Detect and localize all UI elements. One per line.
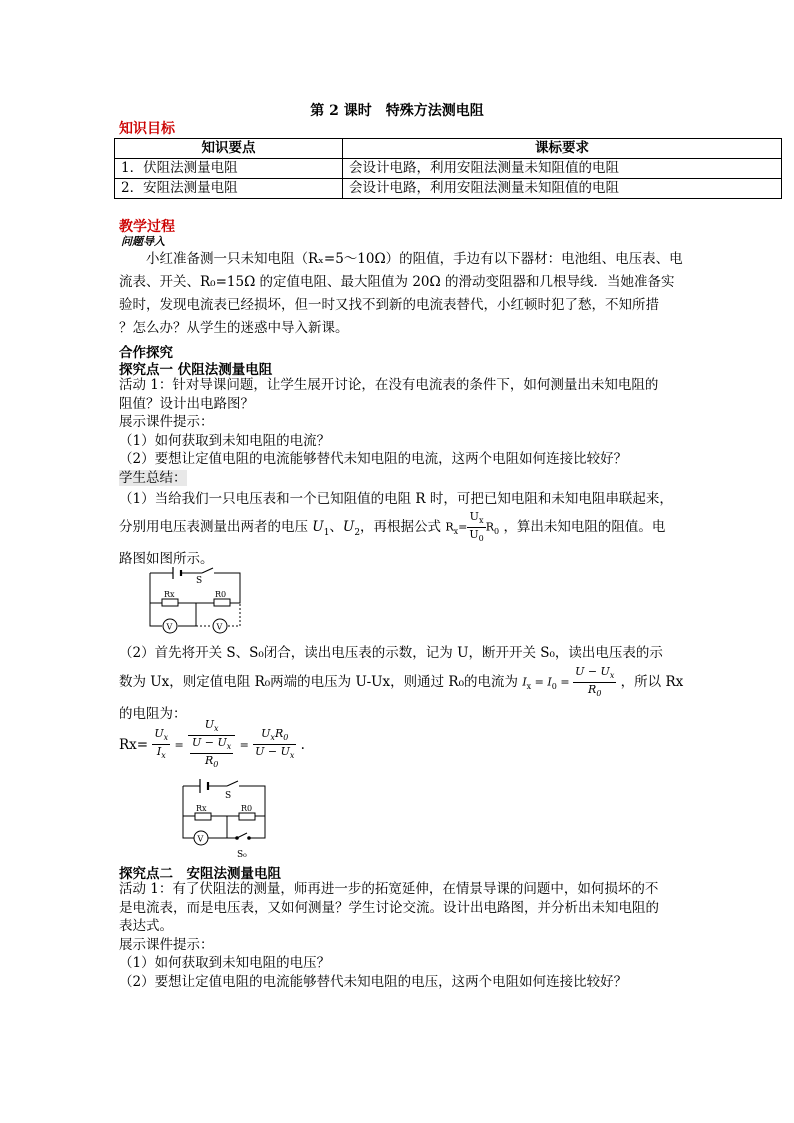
table-cell-point: 2．安阻法测量电阻: [115, 179, 343, 199]
formula-subscript: x: [526, 681, 532, 691]
formula-symbol: R: [274, 727, 284, 741]
activity-line: 表达式。: [119, 918, 173, 934]
column-header-requirement: 课标要求: [343, 139, 782, 159]
r0-label: R0: [215, 590, 227, 599]
page-title: 第 2 课时 特殊方法测电阻: [310, 103, 484, 119]
formula-rx-ratio: $R_x=$ $\frac{U_x}{U_0}$ $R_0$: [445, 510, 500, 544]
summary-text: ，算出未知电阻的阻值。电: [503, 519, 666, 536]
formula-current: $I_x = I_0$ = $\frac{U - U_x}{R_0}$: [522, 665, 615, 699]
activity-line: 阻值？设计出电路图？: [119, 395, 254, 412]
column-header-point: 知识要点: [115, 139, 343, 159]
summary-text: 数为 Ux，则定值电阻 R₀两端的电压为 U-Ux，则通过 R₀的电流为: [119, 674, 519, 691]
intro-line: 小红准备测一只未知电阻（Rₓ=5～10Ω）的阻值，手边有以下器材：电池组、电压表、电: [146, 251, 683, 267]
rx-expression: Rx= $\frac{U_x}{I_x}$ = $\frac{U_x}{\frac{U - U_x}{R_0}}$ = $\frac{U_xR_0}{U - U_x}$ .: [119, 718, 305, 770]
objectives-table: [114, 138, 782, 199]
formula-symbol: R: [204, 754, 214, 768]
formula-subscript: x: [226, 742, 232, 752]
point1-heading: 探究点一 伏阻法测量电阻: [119, 362, 273, 378]
table-cell-requirement: 会设计电路，利用安阻法测量未知阻值的电阻: [343, 179, 782, 199]
formula-symbol: U − U: [575, 665, 610, 678]
rx-prefix: Rx=: [119, 736, 149, 753]
formula-fraction: [573, 665, 616, 700]
summary-text: ，所以 Rx: [620, 674, 684, 691]
formula-fraction: [253, 727, 296, 762]
formula-fraction: [152, 727, 170, 762]
voltmeter-icon: V: [166, 622, 173, 632]
formula-symbol: U: [154, 727, 164, 741]
table-cell-point: 1．伏阻法测量电阻: [115, 159, 343, 179]
formula-subscript: 0: [551, 681, 557, 691]
switch-s0-label: S₀: [237, 850, 247, 860]
activity-line: （2）要想让定值电阻的电流能够替代未知电阻的电流，这两个电阻如何连接比较好？: [119, 451, 628, 467]
summary-1-line1: （1）当给我们一只电压表和一个已知阻值的电阻 R 时，可把已知电阻和未知电阻串联起来，: [119, 491, 673, 507]
formula-symbol: I: [156, 745, 162, 759]
summary-2-line1: （2）首先将开关 S、S₀闭合，读出电压表的示数，记为 U，断开开关 S₀，读出电压表的示: [119, 645, 663, 661]
formula-subscript: x: [161, 751, 166, 761]
formula-symbol: U − U: [255, 745, 290, 759]
switch-label: S: [225, 791, 232, 801]
circuit-diagram-2: [175, 776, 275, 860]
summary-1-line3: 路图如图所示。: [119, 551, 214, 567]
table-cell-requirement: 会设计电路，利用安阻法测量未知阻值的电阻: [343, 159, 782, 179]
switch-label: S: [196, 576, 203, 586]
formula-subscript: x: [289, 751, 295, 761]
formula-symbol: U: [261, 727, 271, 741]
u2-symbol: U: [342, 519, 355, 536]
formula-subscript: x: [478, 516, 484, 526]
activity-line: 是电流表，而是电压表，又如何测量？学生讨论交流。设计出电路图，并分析出未知电阻的: [119, 899, 659, 916]
activity-line: 活动 1：针对导课问题，让学生展开讨论，在没有电流表的条件下，如何测量出未知电阻的: [119, 377, 659, 393]
intro-paragraph: [119, 248, 789, 340]
summary-1-line2: [119, 510, 794, 545]
rx-label: Rx: [164, 590, 175, 599]
formula-subscript: x: [453, 526, 459, 536]
formula-subscript: 0: [213, 760, 219, 770]
summary-text: ，再根据公式: [360, 519, 442, 536]
activity-line: 展示课件提示：: [119, 936, 214, 953]
intro-line: 流表、开关、R₀=15Ω 的定值电阻、最大阻值为 20Ω 的滑动变阻器和几根导线．当她准备实: [119, 274, 675, 290]
activity-line: （1）如何获取到未知电阻的电压？: [119, 955, 331, 971]
formula-fraction: [190, 736, 233, 771]
summary-2-line3: 的电阻为：: [119, 706, 187, 722]
table-row: [115, 159, 782, 179]
point2-heading: 探究点二 安阻法测量电阻: [119, 866, 281, 882]
formula-subscript: x: [270, 733, 275, 743]
summary-text: 、: [329, 519, 343, 536]
activity-line: （2）要想让定值电阻的电流能够替代未知电阻的电压，这两个电阻如何连接比较好？: [119, 973, 628, 990]
formula-subscript: x: [214, 724, 219, 734]
formula-symbol: I: [547, 675, 552, 689]
formula-symbol: U: [469, 510, 479, 523]
formula-subscript: x: [163, 733, 169, 743]
voltmeter-icon: V: [216, 622, 223, 632]
activity-line: 活动 1：有了伏阻法的测量，师再进一步的拓宽延伸，在情景导课的问题中，如何损坏的不: [119, 881, 659, 897]
point2-body: [119, 880, 789, 991]
summary-2-line2: [119, 665, 794, 700]
formula-subscript: 0: [596, 689, 602, 699]
process-heading: 教学过程: [119, 219, 175, 235]
activity-line: 展示课件提示：: [119, 414, 214, 430]
coop-heading: 合作探究: [119, 345, 173, 361]
formula-symbol: U: [469, 528, 479, 542]
formula-symbol: R: [485, 520, 495, 534]
rx-label: Rx: [196, 804, 207, 813]
u2-subscript: 2: [354, 527, 361, 538]
formula-fraction: [467, 510, 485, 545]
u1-symbol: U: [312, 519, 324, 536]
voltmeter-icon: V: [197, 834, 204, 844]
intro-line: 验时，发现电流表已经损坏，但一时又找不到新的电流表替代，小红顿时犯了愁，不知所措: [119, 297, 659, 313]
formula-symbol: U − U: [192, 736, 227, 750]
formula-symbol: I: [522, 675, 527, 689]
activity-line: （1）如何获取到未知电阻的电流？: [119, 432, 331, 449]
intro-label: 问题导入: [121, 235, 165, 248]
formula-subscript: x: [609, 671, 615, 681]
formula-subscript: 0: [478, 534, 484, 544]
formula-symbol: U: [204, 718, 215, 731]
u1-subscript: 1: [323, 527, 330, 538]
table-header-row: [115, 139, 782, 159]
formula-subscript: 0: [494, 526, 500, 536]
formula-symbol: R: [445, 520, 454, 534]
summary-text: 分别用电压表测量出两者的电压: [119, 519, 313, 536]
circuit-diagram-1: [140, 566, 250, 642]
intro-line: ？怎么办？从学生的迷惑中导入新课。: [119, 320, 349, 336]
formula-symbol: R: [588, 683, 597, 697]
formula-subscript: 0: [283, 733, 289, 743]
formula-fraction: [188, 718, 235, 772]
point1-body: [119, 376, 789, 487]
objectives-heading: 知识目标: [119, 121, 175, 137]
summary-label: 学生总结：: [119, 469, 187, 486]
r0-label: R0: [241, 804, 253, 813]
table-row: [115, 179, 782, 199]
